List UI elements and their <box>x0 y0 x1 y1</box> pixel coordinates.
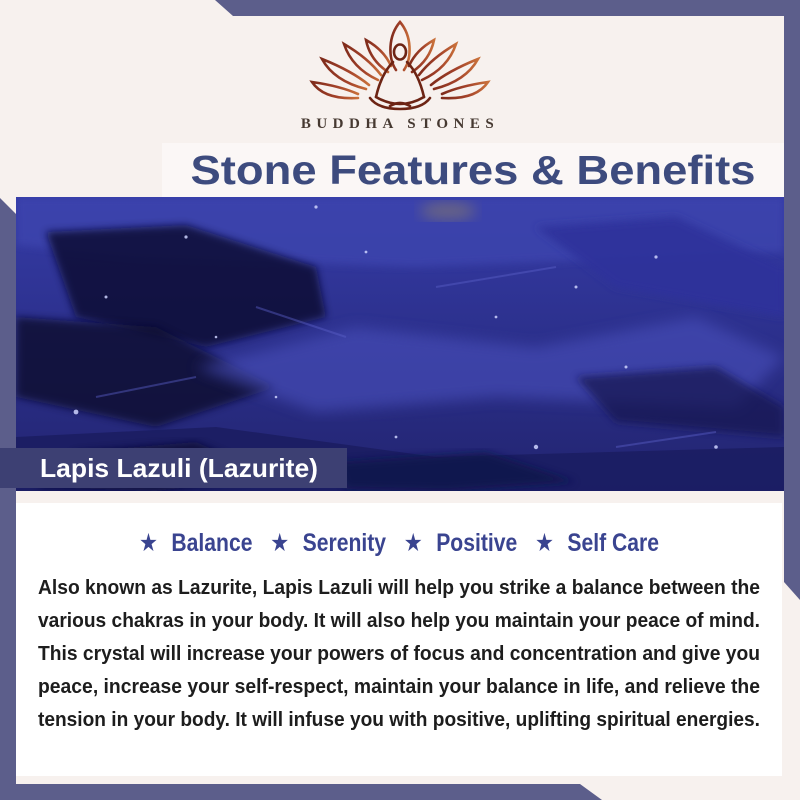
lotus-meditator-icon <box>300 14 500 116</box>
benefit-label-serenity: Serenity <box>302 529 402 557</box>
benefits-row <box>16 521 782 563</box>
description-line: various chakras in your body. It will also help you maintain your peace of mind. <box>38 609 760 632</box>
description-paragraph <box>16 571 782 771</box>
description-line: tension in your body. It will infuse you with positive, uplifting spiritual energies. <box>38 708 760 731</box>
frame-left-stripe <box>0 198 16 800</box>
description-line: peace, increase your self-respect, maintain your balance in life, and relieve the <box>38 675 760 698</box>
stone-name-label-band <box>0 448 347 488</box>
description-line: This crystal will increase your powers of focus and concentration and give you <box>38 642 760 665</box>
frame-bottom-stripe <box>16 784 602 800</box>
section-title: Stone Features & Benefits <box>190 147 756 193</box>
description-line: Also known as Lazurite, Lapis Lazuli will help you strike a balance between the <box>38 576 760 599</box>
stone-name-label: Lapis Lazuli (Lazurite) <box>40 453 318 483</box>
benefit-label-self-care: Self Care <box>567 529 676 557</box>
benefit-label-balance: Balance <box>171 529 268 557</box>
frame-right-stripe <box>784 0 800 600</box>
star-icon: ★ <box>270 528 293 557</box>
benefit-label-positive: Positive <box>436 529 533 557</box>
star-icon: ★ <box>534 528 558 557</box>
description-card <box>16 503 782 776</box>
svg-text:★ Balance ★ <box>139 528 676 557</box>
meditating-figure <box>370 45 430 110</box>
brand-name: BUDDHA STONES <box>300 116 500 132</box>
lapis-lazuli-photo <box>16 197 784 491</box>
star-icon: ★ <box>403 528 427 557</box>
star-icon: ★ <box>139 528 162 557</box>
section-title-banner <box>162 143 784 197</box>
